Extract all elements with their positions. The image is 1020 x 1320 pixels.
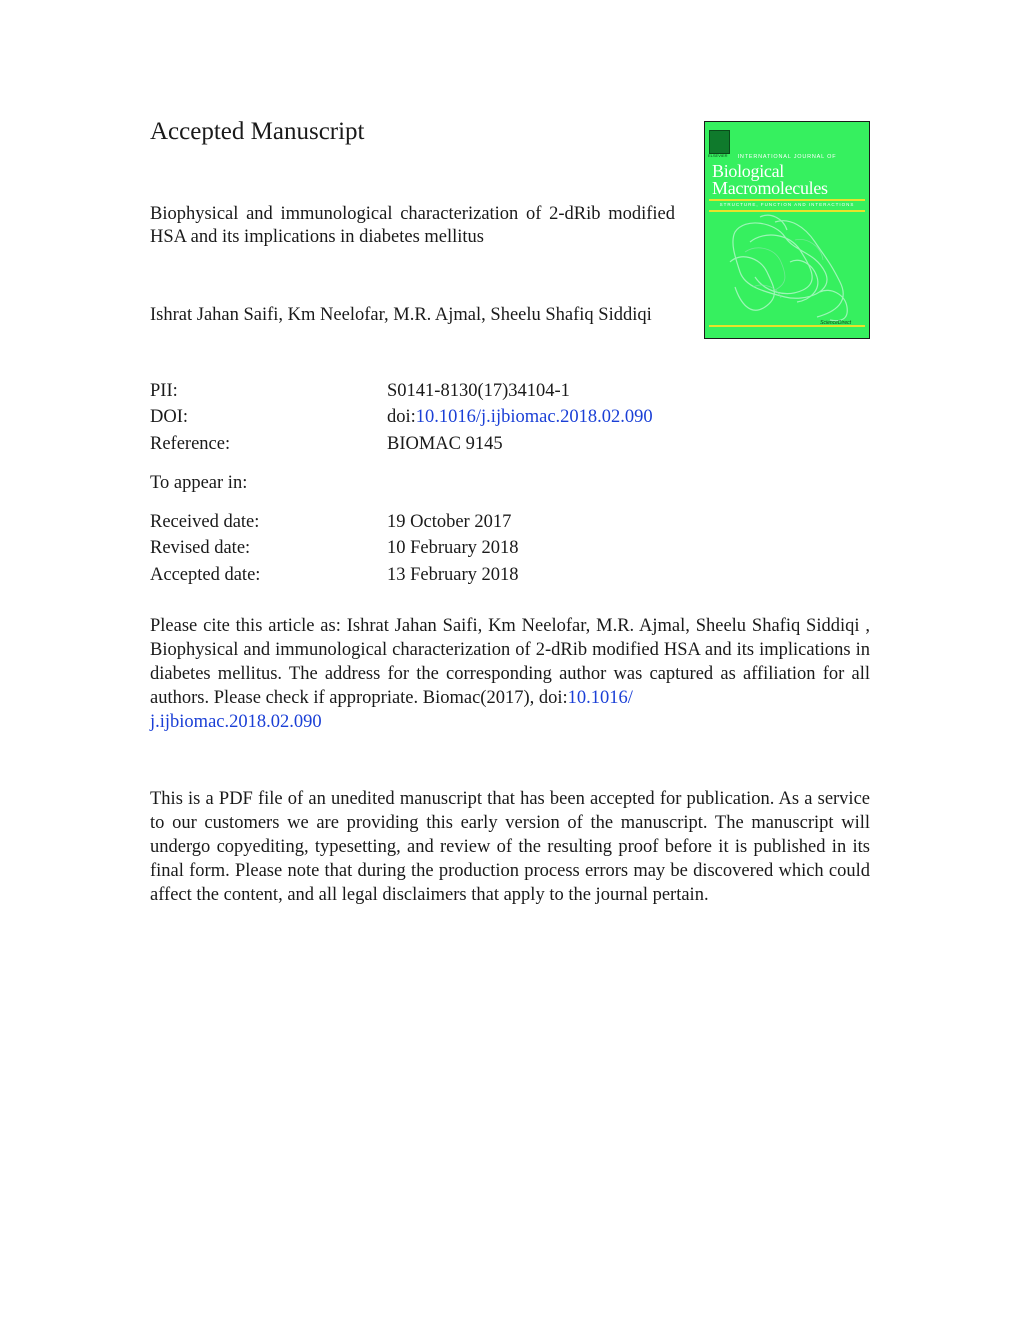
doi-value: [387, 406, 653, 429]
citation-paragraph: [150, 614, 870, 734]
doi-label: DOI:: [150, 407, 189, 427]
received-value: 19 October 2017: [387, 512, 512, 532]
citation-text: Please cite this article as: Ishrat Jahan Saifi, Km Neelofar, M.R. Ajmal, Sheelu Shafiq Siddiqi , Biophysical and immunological characterization of 2-dRib modified HSA and its implications in diabetes mellitus. The address for the corresponding author was captured as affiliation for all authors. Please check if appropriate. Biomac(2017), doi:: [150, 616, 870, 708]
accepted-label: Accepted date:: [150, 565, 261, 585]
cover-name-line2: Macromolecules: [712, 178, 828, 198]
accepted-value: 13 February 2018: [387, 565, 519, 585]
revised-value: 10 February 2018: [387, 538, 519, 558]
page-heading: Accepted Manuscript: [150, 118, 365, 145]
doi-link[interactable]: 10.1016/j.ijbiomac.2018.02.090: [415, 407, 653, 427]
journal-cover: [704, 121, 870, 339]
citation-doi-part1: 10.1016/: [567, 688, 633, 708]
reference-label: Reference:: [150, 434, 231, 454]
doi-prefix: doi:: [387, 407, 416, 427]
article-title: Biophysical and immunological characterization of 2-dRib modified HSA and its implications in diabetes mellitus: [150, 204, 675, 247]
received-label: Received date:: [150, 512, 260, 532]
pii-value: S0141-8130(17)34104-1: [387, 381, 570, 401]
disclaimer-paragraph: This is a PDF file of an unedited manuscript that has been accepted for publication. As a service to our customers we are providing this early version of the manuscript. The manuscript will undergo copyediting, typesetting, and review of the resulting proof before it is published in its final form. Please note that during the production process errors may be discovered which could affect the content, and all legal disclaimers that apply to the journal pertain.: [150, 789, 870, 905]
protein-ribbon-illustration: [705, 122, 869, 338]
revised-label: Revised date:: [150, 538, 251, 558]
cover-top-line: INTERNATIONAL JOURNAL OF: [737, 154, 837, 160]
cover-name-line1: Biological: [712, 161, 784, 181]
publisher-logo-text: ELSEVIER: [708, 153, 728, 158]
appear-label: To appear in:: [150, 473, 248, 493]
pii-label: PII:: [150, 381, 178, 401]
author-list: Ishrat Jahan Saifi, Km Neelofar, M.R. Ajmal, Sheelu Shafiq Siddiqi: [150, 305, 652, 325]
cover-subtitle: STRUCTURE, FUNCTION AND INTERACTIONS: [719, 202, 855, 207]
reference-value: BIOMAC 9145: [387, 434, 503, 454]
citation-doi-part2: j.ijbiomac.2018.02.090: [150, 712, 322, 732]
cover-publisher: ScienceDirect: [820, 320, 851, 326]
